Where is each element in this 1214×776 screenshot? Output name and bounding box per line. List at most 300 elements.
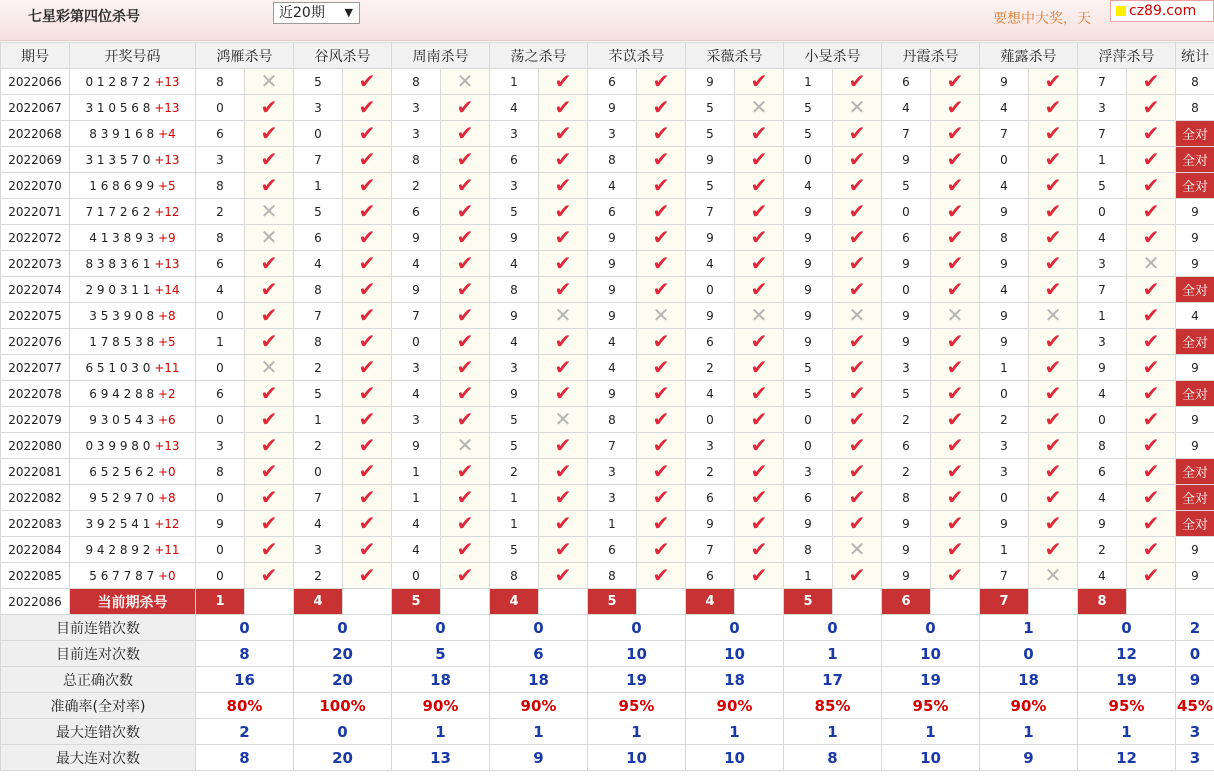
kill-value-cell: 2: [294, 563, 343, 589]
kill-value-cell: 4: [980, 95, 1029, 121]
kill-value-cell: 4: [784, 173, 833, 199]
check-mark-icon: ✔: [1142, 485, 1160, 509]
check-mark-icon: ✔: [456, 251, 474, 275]
result-cell: [637, 251, 686, 277]
check-mark-icon: ✔: [1044, 95, 1062, 119]
result-cell: [833, 511, 882, 537]
empty-cell: [1176, 589, 1214, 615]
kill-value-cell: 4: [588, 329, 637, 355]
kill-value-cell: 3: [392, 95, 441, 121]
cross-mark-icon: ✕: [456, 433, 474, 457]
kill-value-cell: 5: [784, 121, 833, 147]
kill-value-cell: 9: [686, 225, 735, 251]
check-mark-icon: ✔: [750, 277, 768, 301]
summary-value: 0: [588, 615, 686, 641]
all-correct-badge: 全对: [1176, 459, 1214, 485]
result-cell: [637, 563, 686, 589]
kill-value-cell: 4: [686, 381, 735, 407]
result-cell: [833, 95, 882, 121]
result-cell: [1029, 511, 1078, 537]
summary-value: 0: [294, 719, 392, 745]
accuracy-value: 90%: [392, 693, 490, 719]
check-mark-icon: ✔: [260, 277, 278, 301]
check-mark-icon: ✔: [652, 537, 670, 561]
cross-mark-icon: ✕: [456, 69, 474, 93]
check-mark-icon: ✔: [750, 563, 768, 587]
issue-cell: 2022074: [1, 277, 70, 303]
result-cell: [735, 563, 784, 589]
cross-mark-icon: ✕: [750, 303, 768, 327]
check-mark-icon: ✔: [750, 537, 768, 561]
current-kill-badge: 7: [980, 589, 1029, 615]
draw-numbers: 8 3 8 3 6 1: [85, 256, 151, 271]
current-kill-badge: 4: [490, 589, 539, 615]
col-header-expert: 薤露杀号: [980, 43, 1078, 69]
draw-sum: +13: [154, 438, 180, 453]
kill-value-cell: 9: [588, 95, 637, 121]
check-mark-icon: ✔: [750, 407, 768, 431]
kill-value-cell: 0: [980, 381, 1029, 407]
kill-value-cell: 9: [490, 381, 539, 407]
result-cell: [1127, 303, 1176, 329]
summary-value: 12: [1078, 745, 1176, 771]
result-cell: [637, 537, 686, 563]
result-cell: [637, 485, 686, 511]
col-header-expert: 丹霞杀号: [882, 43, 980, 69]
kill-value-cell: 3: [392, 121, 441, 147]
kill-value-cell: 9: [686, 69, 735, 95]
kill-value-cell: 3: [980, 433, 1029, 459]
result-cell: [833, 303, 882, 329]
result-cell: [637, 355, 686, 381]
check-mark-icon: ✔: [554, 121, 572, 145]
check-mark-icon: ✔: [652, 433, 670, 457]
check-mark-icon: ✔: [652, 95, 670, 119]
check-mark-icon: ✔: [260, 329, 278, 353]
empty-cell: [833, 589, 882, 615]
result-cell: [1127, 121, 1176, 147]
issue-cell: 2022067: [1, 95, 70, 121]
summary-value: 19: [882, 667, 980, 693]
summary-value: 0: [196, 615, 294, 641]
kill-value-cell: 6: [294, 225, 343, 251]
current-period-label: 当前期杀号: [70, 589, 196, 615]
summary-value: 0: [980, 641, 1078, 667]
check-mark-icon: ✔: [652, 173, 670, 197]
check-mark-icon: ✔: [848, 511, 866, 535]
cross-mark-icon: ✕: [848, 95, 866, 119]
result-cell: [931, 407, 980, 433]
kill-value-cell: 6: [1078, 459, 1127, 485]
result-cell: [1029, 485, 1078, 511]
kill-value-cell: 1: [490, 485, 539, 511]
kill-value-cell: 5: [294, 199, 343, 225]
result-cell: [931, 199, 980, 225]
summary-value: 0: [392, 615, 490, 641]
check-mark-icon: ✔: [652, 225, 670, 249]
stat-count-cell: 9: [1176, 199, 1214, 225]
result-cell: [343, 225, 392, 251]
result-cell: [833, 277, 882, 303]
summary-row: [1, 615, 1214, 641]
kill-value-cell: 9: [784, 225, 833, 251]
result-cell: [1029, 95, 1078, 121]
kill-value-cell: 9: [980, 199, 1029, 225]
result-cell: [441, 147, 490, 173]
summary-value: 8: [196, 641, 294, 667]
summary-value: 2: [196, 719, 294, 745]
check-mark-icon: ✔: [1044, 121, 1062, 145]
kill-value-cell: 9: [980, 251, 1029, 277]
result-cell: [735, 355, 784, 381]
kill-value-cell: 6: [196, 121, 245, 147]
check-mark-icon: ✔: [1044, 381, 1062, 405]
result-cell: [1127, 329, 1176, 355]
table-row: [1, 329, 1214, 355]
draw-numbers: 6 5 2 5 6 2: [89, 464, 155, 479]
summary-value: 1: [980, 615, 1078, 641]
issue-cell: 2022080: [1, 433, 70, 459]
col-header-numbers: 开奖号码: [70, 43, 196, 69]
check-mark-icon: ✔: [554, 381, 572, 405]
kill-value-cell: 5: [1078, 173, 1127, 199]
draw-numbers: 3 5 3 9 0 8: [89, 308, 155, 323]
stat-count-cell: 9: [1176, 251, 1214, 277]
kill-value-cell: 6: [686, 329, 735, 355]
check-mark-icon: ✔: [358, 147, 376, 171]
result-cell: [1029, 381, 1078, 407]
kill-value-cell: 9: [882, 303, 931, 329]
summary-value: 0: [686, 615, 784, 641]
check-mark-icon: ✔: [554, 433, 572, 457]
kill-value-cell: 3: [196, 433, 245, 459]
check-mark-icon: ✔: [946, 355, 964, 379]
check-mark-icon: ✔: [946, 69, 964, 93]
kill-value-cell: 3: [588, 121, 637, 147]
summary-value: 0: [1176, 641, 1214, 667]
issue-cell: 2022076: [1, 329, 70, 355]
col-header-expert: 采薇杀号: [686, 43, 784, 69]
result-cell: [931, 95, 980, 121]
summary-value: 1: [1078, 719, 1176, 745]
check-mark-icon: ✔: [260, 485, 278, 509]
kill-value-cell: 3: [980, 459, 1029, 485]
check-mark-icon: ✔: [848, 433, 866, 457]
kill-value-cell: 9: [784, 277, 833, 303]
check-mark-icon: ✔: [652, 511, 670, 535]
check-mark-icon: ✔: [1044, 173, 1062, 197]
kill-value-cell: 7: [588, 433, 637, 459]
check-mark-icon: ✔: [946, 95, 964, 119]
kill-value-cell: 2: [294, 433, 343, 459]
check-mark-icon: ✔: [946, 173, 964, 197]
kill-value-cell: 8: [196, 225, 245, 251]
check-mark-icon: ✔: [554, 355, 572, 379]
kill-value-cell: 0: [196, 537, 245, 563]
site-logo[interactable]: [1110, 0, 1214, 22]
result-cell: [735, 121, 784, 147]
current-kill-badge: 8: [1078, 589, 1127, 615]
kill-value-cell: 6: [196, 251, 245, 277]
result-cell: [931, 69, 980, 95]
kill-value-cell: 0: [196, 303, 245, 329]
kill-value-cell: 8: [490, 563, 539, 589]
result-cell: [245, 225, 294, 251]
result-cell: [245, 537, 294, 563]
check-mark-icon: ✔: [554, 147, 572, 171]
kill-value-cell: 1: [588, 511, 637, 537]
check-mark-icon: ✔: [260, 147, 278, 171]
result-cell: [1127, 225, 1176, 251]
all-correct-badge: 全对: [1176, 485, 1214, 511]
result-cell: [539, 173, 588, 199]
result-cell: [735, 251, 784, 277]
kill-value-cell: 9: [588, 251, 637, 277]
table-row: [1, 69, 1214, 95]
result-cell: [1029, 355, 1078, 381]
kill-value-cell: 7: [1078, 277, 1127, 303]
check-mark-icon: ✔: [260, 121, 278, 145]
result-cell: [245, 355, 294, 381]
result-cell: [735, 95, 784, 121]
kill-value-cell: 0: [392, 563, 441, 589]
kill-value-cell: 0: [196, 563, 245, 589]
kill-value-cell: 5: [784, 381, 833, 407]
issue-cell: 2022086: [1, 589, 70, 615]
check-mark-icon: ✔: [554, 511, 572, 535]
result-cell: [735, 511, 784, 537]
draw-numbers: 0 3 9 9 8 0: [85, 438, 151, 453]
kill-value-cell: 8: [294, 277, 343, 303]
result-cell: [539, 433, 588, 459]
kill-value-cell: 0: [1078, 407, 1127, 433]
kill-value-cell: 7: [294, 147, 343, 173]
logo-text: cz89.com: [1129, 3, 1197, 19]
check-mark-icon: ✔: [1142, 121, 1160, 145]
table-row: [1, 433, 1214, 459]
check-mark-icon: ✔: [1044, 69, 1062, 93]
table-row: [1, 277, 1214, 303]
check-mark-icon: ✔: [456, 407, 474, 431]
result-cell: [735, 381, 784, 407]
check-mark-icon: ✔: [946, 407, 964, 431]
draw-sum: +4: [158, 126, 176, 141]
cross-mark-icon: ✕: [848, 537, 866, 561]
kill-value-cell: 7: [294, 303, 343, 329]
check-mark-icon: ✔: [358, 303, 376, 327]
result-cell: [931, 173, 980, 199]
summary-value: 8: [784, 745, 882, 771]
stat-count-cell: 9: [1176, 355, 1214, 381]
draw-numbers-cell: [70, 407, 196, 433]
draw-numbers-cell: [70, 537, 196, 563]
check-mark-icon: ✔: [456, 225, 474, 249]
kill-value-cell: 0: [784, 147, 833, 173]
check-mark-icon: ✔: [260, 459, 278, 483]
result-cell: [1127, 355, 1176, 381]
check-mark-icon: ✔: [456, 563, 474, 587]
check-mark-icon: ✔: [358, 173, 376, 197]
result-cell: [343, 69, 392, 95]
draw-numbers-cell: [70, 459, 196, 485]
result-cell: [931, 459, 980, 485]
check-mark-icon: ✔: [946, 381, 964, 405]
check-mark-icon: ✔: [750, 433, 768, 457]
draw-numbers: 6 5 1 0 3 0: [85, 360, 151, 375]
result-cell: [245, 173, 294, 199]
result-cell: [735, 537, 784, 563]
kill-value-cell: 7: [686, 537, 735, 563]
summary-value: 1: [980, 719, 1078, 745]
check-mark-icon: ✔: [1142, 329, 1160, 353]
result-cell: [931, 329, 980, 355]
kill-value-cell: 8: [588, 147, 637, 173]
result-cell: [1127, 537, 1176, 563]
check-mark-icon: ✔: [946, 121, 964, 145]
result-cell: [735, 277, 784, 303]
result-cell: [539, 147, 588, 173]
issue-cell: 2022083: [1, 511, 70, 537]
summary-value: 10: [588, 745, 686, 771]
draw-numbers: 8 3 9 1 6 8: [89, 126, 155, 141]
check-mark-icon: ✔: [358, 329, 376, 353]
kill-value-cell: 4: [196, 277, 245, 303]
draw-numbers-cell: [70, 381, 196, 407]
kill-value-cell: 9: [784, 199, 833, 225]
result-cell: [735, 485, 784, 511]
period-select[interactable]: [273, 2, 360, 24]
kill-value-cell: 0: [784, 433, 833, 459]
draw-numbers: 1 6 8 6 9 9: [89, 178, 155, 193]
kill-value-cell: 8: [1078, 433, 1127, 459]
kill-value-cell: 6: [882, 433, 931, 459]
result-cell: [833, 199, 882, 225]
check-mark-icon: ✔: [652, 485, 670, 509]
result-cell: [735, 433, 784, 459]
cross-mark-icon: ✕: [1142, 251, 1160, 275]
check-mark-icon: ✔: [456, 485, 474, 509]
kill-value-cell: 9: [686, 303, 735, 329]
kill-value-cell: 1: [490, 69, 539, 95]
kill-value-cell: 4: [1078, 381, 1127, 407]
result-cell: [637, 303, 686, 329]
summary-value: 5: [392, 641, 490, 667]
check-mark-icon: ✔: [848, 173, 866, 197]
result-cell: [1127, 277, 1176, 303]
page-title: 七星彩第四位杀号: [28, 9, 140, 25]
kill-value-cell: 5: [686, 121, 735, 147]
result-cell: [343, 277, 392, 303]
issue-cell: 2022078: [1, 381, 70, 407]
kill-value-cell: 9: [784, 303, 833, 329]
check-mark-icon: ✔: [946, 199, 964, 223]
draw-numbers: 9 4 2 8 9 2: [85, 542, 151, 557]
result-cell: [245, 485, 294, 511]
check-mark-icon: ✔: [1044, 485, 1062, 509]
cross-mark-icon: ✕: [848, 303, 866, 327]
result-cell: [833, 485, 882, 511]
all-correct-badge: 全对: [1176, 511, 1214, 537]
check-mark-icon: ✔: [554, 329, 572, 353]
check-mark-icon: ✔: [456, 537, 474, 561]
check-mark-icon: ✔: [1044, 511, 1062, 535]
kill-value-cell: 4: [392, 511, 441, 537]
check-mark-icon: ✔: [652, 459, 670, 483]
summary-row: [1, 693, 1214, 719]
check-mark-icon: ✔: [260, 407, 278, 431]
check-mark-icon: ✔: [750, 173, 768, 197]
kill-value-cell: 1: [294, 407, 343, 433]
summary-value: 0: [294, 615, 392, 641]
kill-value-cell: 8: [196, 69, 245, 95]
draw-numbers: 4 1 3 8 9 3: [89, 230, 155, 245]
result-cell: [441, 433, 490, 459]
result-cell: [1029, 147, 1078, 173]
result-cell: [931, 355, 980, 381]
result-cell: [343, 329, 392, 355]
draw-numbers-cell: [70, 251, 196, 277]
kill-value-cell: 1: [784, 563, 833, 589]
check-mark-icon: ✔: [1142, 433, 1160, 457]
summary-row: [1, 667, 1214, 693]
result-cell: [637, 147, 686, 173]
summary-row: [1, 745, 1214, 771]
draw-sum: +0: [158, 568, 176, 583]
draw-sum: +8: [158, 490, 176, 505]
summary-row: [1, 719, 1214, 745]
check-mark-icon: ✔: [260, 511, 278, 535]
result-cell: [441, 563, 490, 589]
result-cell: [1127, 381, 1176, 407]
result-cell: [343, 199, 392, 225]
result-cell: [637, 459, 686, 485]
result-cell: [245, 433, 294, 459]
kill-value-cell: 5: [686, 95, 735, 121]
table-row: [1, 537, 1214, 563]
kill-value-cell: 9: [784, 329, 833, 355]
kill-value-cell: 9: [980, 303, 1029, 329]
kill-value-cell: 8: [588, 563, 637, 589]
kill-value-cell: 3: [784, 459, 833, 485]
summary-value: 1: [882, 719, 980, 745]
draw-numbers: 2 9 0 3 1 1: [85, 282, 151, 297]
kill-value-cell: 1: [392, 459, 441, 485]
check-mark-icon: ✔: [750, 329, 768, 353]
check-mark-icon: ✔: [1142, 459, 1160, 483]
empty-cell: [539, 589, 588, 615]
check-mark-icon: ✔: [652, 329, 670, 353]
result-cell: [931, 277, 980, 303]
cross-mark-icon: ✕: [260, 69, 278, 93]
stat-count-cell: 9: [1176, 433, 1214, 459]
check-mark-icon: ✔: [358, 433, 376, 457]
kill-value-cell: 4: [588, 355, 637, 381]
check-mark-icon: ✔: [848, 563, 866, 587]
kill-value-cell: 2: [196, 199, 245, 225]
draw-numbers: 9 3 0 5 4 3: [89, 412, 155, 427]
check-mark-icon: ✔: [554, 277, 572, 301]
check-mark-icon: ✔: [456, 147, 474, 171]
check-mark-icon: ✔: [1142, 537, 1160, 561]
kill-value-cell: 3: [294, 537, 343, 563]
col-header-expert: 荡之杀号: [490, 43, 588, 69]
kill-value-cell: 7: [980, 563, 1029, 589]
check-mark-icon: ✔: [358, 225, 376, 249]
result-cell: [1029, 459, 1078, 485]
check-mark-icon: ✔: [1044, 537, 1062, 561]
check-mark-icon: ✔: [1044, 147, 1062, 171]
check-mark-icon: ✔: [946, 329, 964, 353]
